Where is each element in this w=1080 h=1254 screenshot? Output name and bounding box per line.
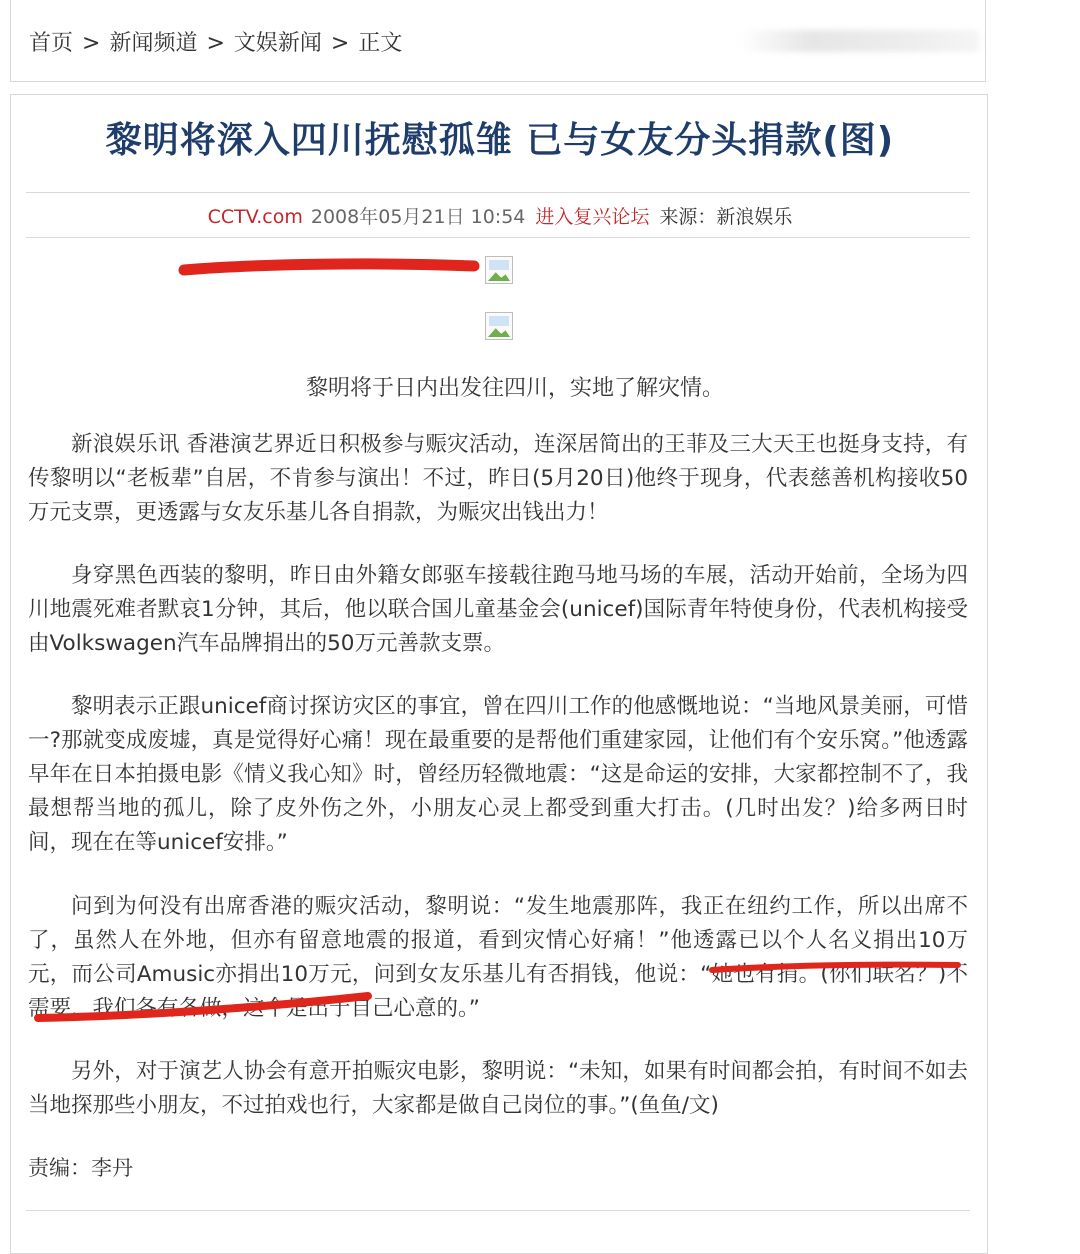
publish-date: 2008年05月21日 10:54 [310,206,526,228]
editor-credit: 责编：李丹 [28,1156,133,1180]
breadcrumb-current: 正文 [358,31,403,56]
divider [26,1210,970,1211]
breadcrumb-separator: > [206,31,225,56]
breadcrumb-home[interactable]: 首页 [29,31,74,56]
breadcrumb-entertainment-news[interactable]: 文娱新闻 [233,31,322,56]
breadcrumb-news-channel[interactable]: 新闻频道 [109,31,198,56]
blurred-redaction [739,30,979,52]
forum-link[interactable]: 进入复兴论坛 [535,206,650,228]
source-label: 来源： [659,206,717,228]
divider [26,237,970,238]
article-paragraph: 问到为何没有出席香港的赈灾活动，黎明说：“发生地震那阵，我正在纽约工作，所以出席不了，虽然人在外地，但亦有留意地震的报道，看到灾情心好痛！”他透露已以个人名义捐出10万元，而公司Amusic亦捐出10万元，问到女友乐基儿有否捐钱，他说：“她也有捐。(你们联名？)不需要，我们各有各做，这个是出于自己心意的。” [28,894,968,1021]
breadcrumb-separator: > [330,31,350,56]
image-caption: 黎明将于日内出发往四川，实地了解灾情。 [305,376,724,401]
article-paragraph: 新浪娱乐讯 香港演艺界近日积极参与赈灾活动，连深居简出的王菲及三大天王也挺身支持，有传黎明以“老板辈”自居，不肯参与演出！不过，昨日(5月20日)他终于现身，代表慈善机构接收50万元支票，更透露与女友乐基儿各自捐款，为赈灾出钱出力！ [28,432,968,525]
article-paragraph: 另外，对于演艺人协会有意开拍赈灾电影，黎明说：“未知，如果有时间都会拍，有时间不如去当地探那些小朋友，不过拍戏也行，大家都是做自己岗位的事。”(鱼鱼/文) [28,1059,968,1118]
site-link[interactable]: CCTV.com [207,206,303,228]
breadcrumb [29,26,402,57]
broken-image-icon [485,256,513,284]
red-marker-stroke [176,252,486,282]
breadcrumb-separator: > [82,31,101,56]
article-paragraph: 身穿黑色西装的黎明，昨日由外籍女郎驱车接载往跑马地马场的车展，活动开始前，全场为四川地震死难者默哀1分钟，其后，他以联合国儿童基金会(unicef)国际青年特使身份，代表机构接受由Volkswagen汽车品牌捐出的50万元善款支票。 [28,563,968,656]
breadcrumb-panel [10,0,986,82]
article-title: 黎明将深入四川抚慰孤雏 已与女友分头捐款(图) [105,120,895,161]
article-paragraph: 黎明表示正跟unicef商讨探访灾区的事宜，曾在四川工作的他感慨地说：“当地风景美丽，可惜一?那就变成废墟，真是觉得好心痛！现在最重要的是帮他们重建家园，让他们有个安乐窝。”他透露早年在日本拍摄电影《情义我心知》时，曾经历轻微地震：“这是命运的安排，大家都控制不了，我最想帮当地的孤儿，除了皮外伤之外，小朋友心灵上都受到重大打击。(几时出发？)给多两日时间，现在在等unicef安排。” [28,694,968,855]
broken-image-icon [485,312,513,340]
article-meta [0,202,1000,229]
red-marker-stroke [700,956,970,980]
divider [26,192,970,193]
red-marker-stroke [28,990,378,1030]
source-name: 新浪娱乐 [716,206,793,228]
